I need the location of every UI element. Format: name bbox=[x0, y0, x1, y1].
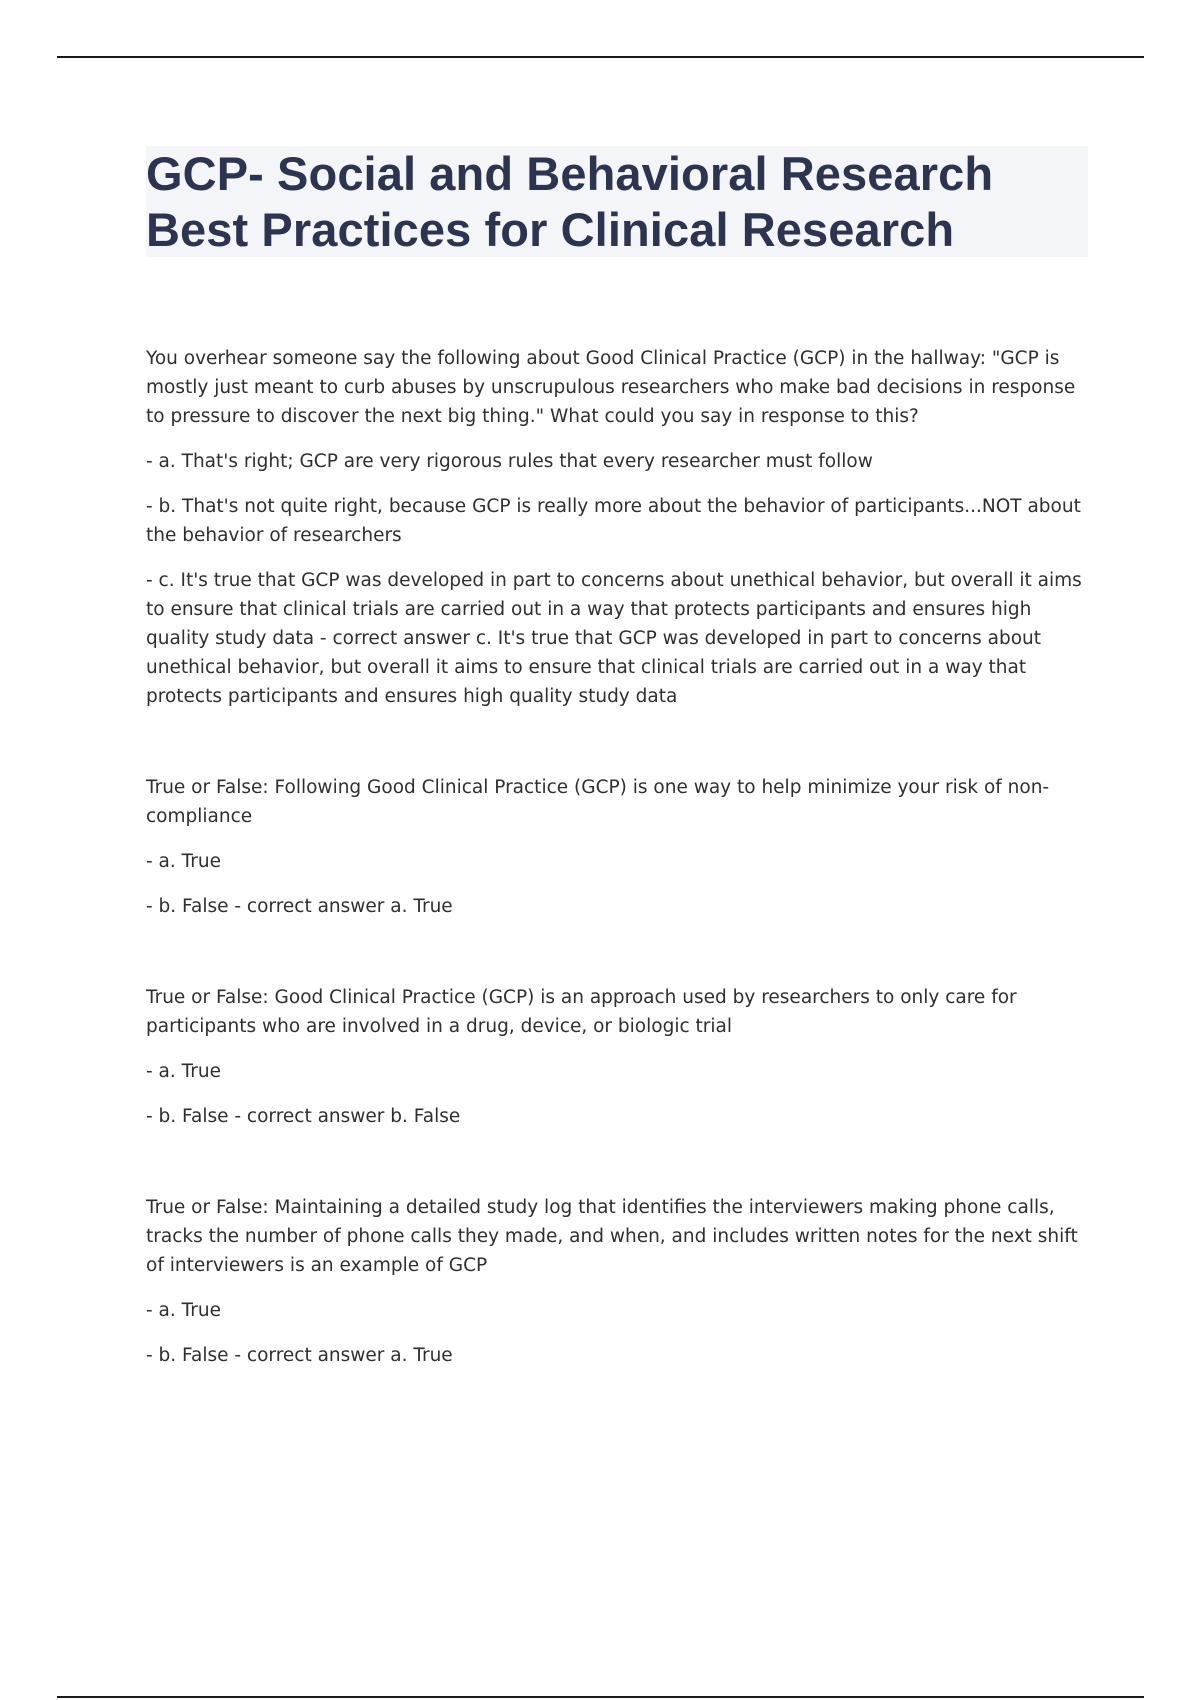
answer-option-a: - a. That's right; GCP are very rigorous rules that every researcher must follow bbox=[146, 451, 873, 472]
page-title bbox=[146, 146, 1088, 258]
answer-option-b: - b. That's not quite right, because GCP is really more about the behavior of participants...NOT about the behavior of researchers bbox=[146, 496, 1081, 546]
question-block-2 bbox=[146, 773, 1086, 921]
answer-option-a: - a. True bbox=[146, 1061, 221, 1082]
answer-option-a: - a. True bbox=[146, 1300, 221, 1321]
question-text: True or False: Good Clinical Practice (GCP) is an approach used by researchers to only care for participants who are involved in a drug, device, or biologic trial bbox=[146, 987, 1017, 1037]
question-block-3 bbox=[146, 983, 1086, 1131]
question-block-1 bbox=[146, 344, 1086, 711]
title-block bbox=[146, 146, 1088, 257]
question-text: You overhear someone say the following about Good Clinical Practice (GCP) in the hallway: "GCP is mostly just meant to curb abuses by unscrupulous researchers who make bad decisions in response to pressure to discover the next big thing." What could you say in response to this? bbox=[146, 348, 1076, 427]
document-body bbox=[146, 344, 1086, 1432]
bottom-divider bbox=[57, 1696, 1144, 1698]
question-block-4 bbox=[146, 1193, 1086, 1370]
top-divider bbox=[57, 56, 1144, 58]
answer-option-c: - c. It's true that GCP was developed in part to concerns about unethical behavior, but overall it aims to ensure that clinical trials are carried out in a way that protects participants and ensures high quality study data - correct answer c. It's true that GCP was developed in part to concerns about unethical behavior, but overall it aims to ensure that clinical trials are carried out in a way that protects participants and ensures high quality study data bbox=[146, 570, 1082, 707]
answer-option-b: - b. False - correct answer b. False bbox=[146, 1106, 461, 1127]
answer-option-b: - b. False - correct answer a. True bbox=[146, 896, 453, 917]
title-line-1: GCP- Social and Behavioral Research bbox=[146, 147, 994, 200]
question-text: True or False: Maintaining a detailed study log that identifies the interviewers making phone calls, tracks the number of phone calls they made, and when, and includes written notes for the next shift of interviewers is an example of GCP bbox=[146, 1197, 1078, 1276]
question-text: True or False: Following Good Clinical Practice (GCP) is one way to help minimize your risk of non-compliance bbox=[146, 777, 1050, 827]
title-line-2: Best Practices for Clinical Research bbox=[146, 203, 955, 256]
answer-option-b: - b. False - correct answer a. True bbox=[146, 1345, 453, 1366]
answer-option-a: - a. True bbox=[146, 851, 221, 872]
